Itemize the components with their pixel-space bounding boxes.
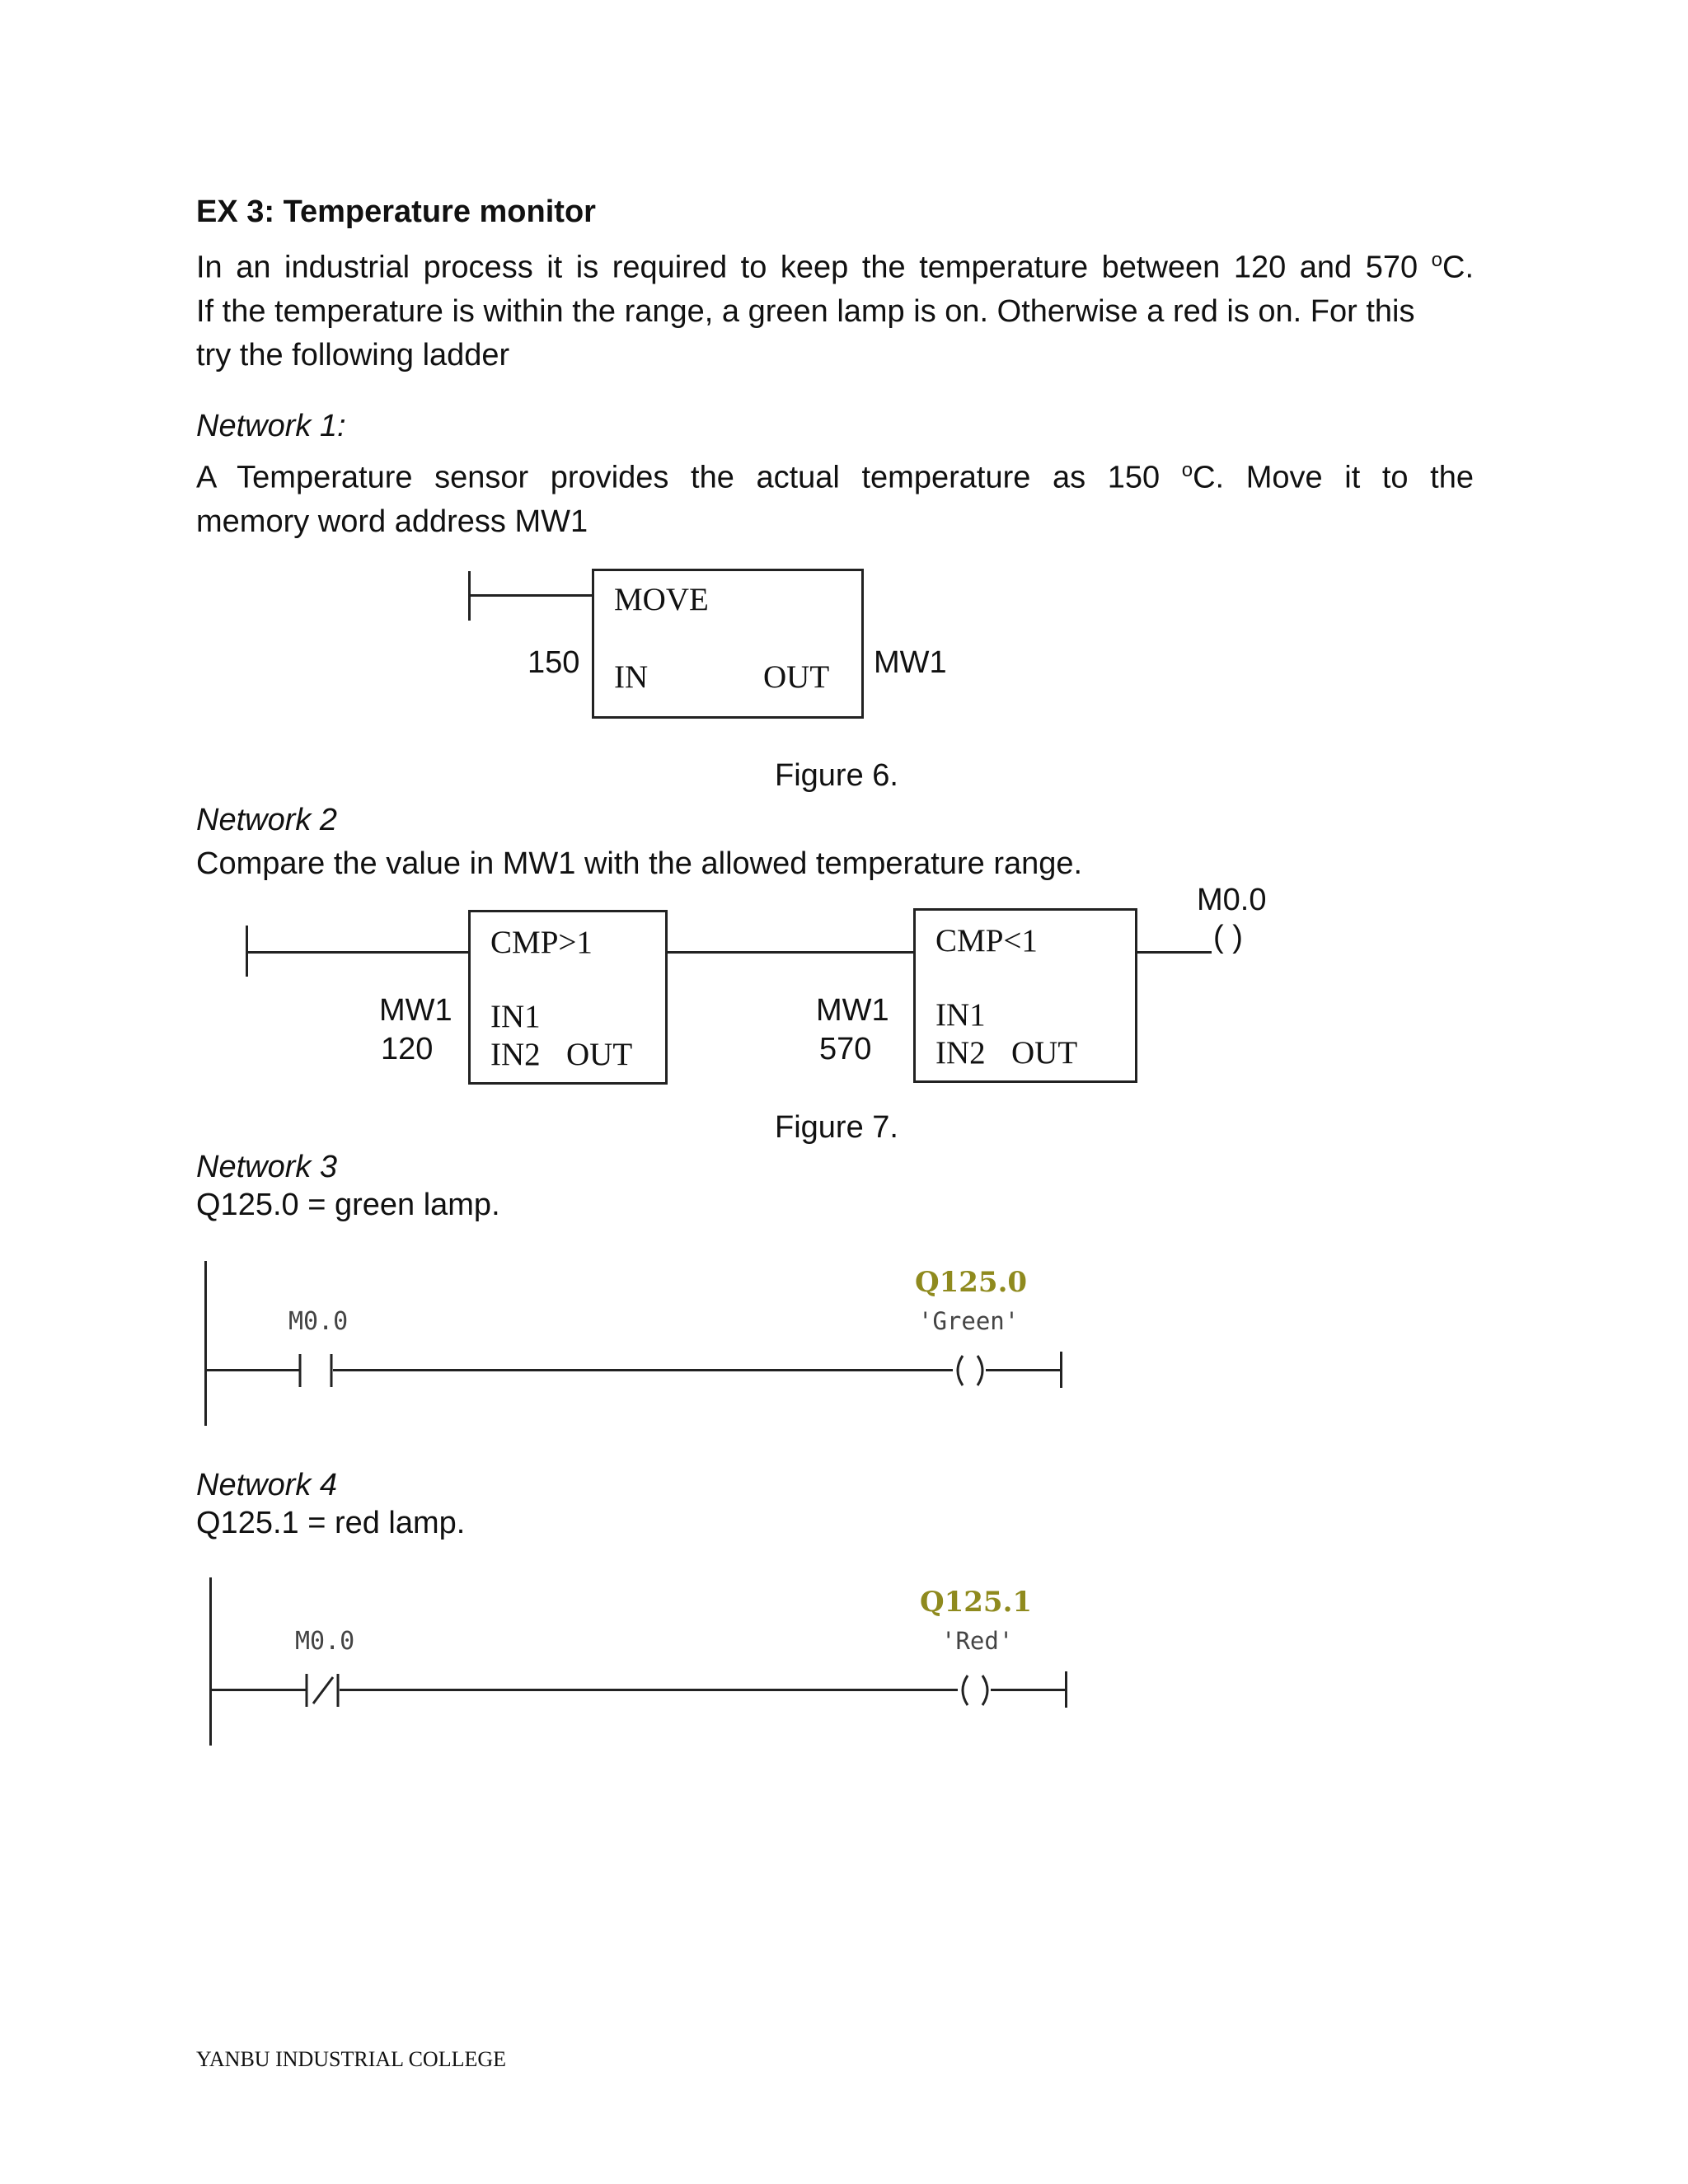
cmp-less-in1-value: MW1 (816, 993, 889, 1028)
cmp-less-name: CMP<1 (935, 923, 1038, 958)
degree-mark: o (1181, 459, 1193, 481)
no-contact-icon (298, 1354, 336, 1387)
network-1-title: Network 1: (196, 409, 346, 443)
rung-wire (209, 1689, 307, 1691)
rung-wire (666, 951, 915, 954)
figure-6-caption: Figure 6. (775, 758, 898, 793)
network-3-description: Q125.0 = green lamp. (196, 1188, 500, 1222)
intro-line-1-text: In an industrial process it is required to keep the temperature between 120 and 570 (196, 250, 1432, 285)
coil-address: M0.0 (1197, 883, 1267, 917)
intro-line-1-end: C. (1442, 250, 1474, 285)
cmp-greater-out-label: OUT (566, 1037, 633, 1072)
cmp-less-in2-label: IN2 (935, 1035, 986, 1071)
cmp-greater-in1-value: MW1 (379, 993, 452, 1028)
move-in-label: IN (614, 659, 649, 695)
power-rail (204, 1261, 207, 1426)
rung-wire (1136, 951, 1212, 954)
coil-icon (951, 1354, 989, 1387)
power-rail (209, 1577, 212, 1746)
coil-address: Q125.0 (915, 1266, 1028, 1299)
network-2-title: Network 2 (196, 803, 338, 837)
intro-paragraph (196, 238, 1474, 377)
rung-wire (468, 594, 593, 597)
rung-end (1065, 1671, 1067, 1708)
network-1-description (196, 448, 1474, 544)
rung-wire (246, 951, 470, 954)
rung-wire (340, 1689, 958, 1691)
network-4-description: Q125.1 = red lamp. (196, 1506, 466, 1540)
cmp-less-in1-label: IN1 (935, 997, 986, 1033)
coil-tag: 'Red' (941, 1627, 1014, 1655)
network-2-description: Compare the value in MW1 with the allowed temperature range. (196, 846, 1083, 881)
intro-line-3: try the following ladder (196, 337, 510, 373)
move-input-value: 150 (528, 645, 580, 680)
network-1-line-1-end: C. Move it to the (1193, 460, 1475, 495)
rung-wire (986, 1369, 1062, 1371)
network-3-title: Network 3 (196, 1150, 338, 1184)
rung-end (1060, 1352, 1062, 1388)
cmp-less-in2-value: 570 (819, 1032, 872, 1066)
cmp-greater-in2-value: 120 (381, 1032, 434, 1066)
network-4-title: Network 4 (196, 1468, 338, 1502)
rung-wire (333, 1369, 953, 1371)
intro-line-1 (196, 238, 1474, 290)
move-block (592, 569, 864, 719)
degree-mark: o (1431, 249, 1442, 271)
network-1-line-1 (196, 448, 1474, 500)
rung-wire (204, 1369, 300, 1371)
cmp-less-block (913, 908, 1137, 1083)
page-title: EX 3: Temperature monitor (196, 194, 596, 229)
coil-address: Q125.1 (920, 1586, 1033, 1619)
contact-address: M0.0 (288, 1307, 349, 1336)
cmp-greater-block (468, 910, 668, 1085)
intro-line-2: If the temperature is within the range, a green lamp is on. Otherwise a red is on. For this (196, 293, 1415, 329)
move-out-label: OUT (763, 659, 830, 695)
coil-tag: 'Green' (918, 1307, 1020, 1335)
cmp-greater-in2-label: IN2 (490, 1037, 541, 1072)
network-1-line-1-text: A Temperature sensor provides the actual temperature as 150 (196, 460, 1182, 495)
network-1-line-2: memory word address MW1 (196, 504, 588, 539)
page-footer: YANBU INDUSTRIAL COLLEGE (196, 2047, 507, 2071)
move-block-name: MOVE (614, 582, 709, 617)
move-output-address: MW1 (874, 645, 947, 680)
cmp-greater-name: CMP>1 (490, 925, 593, 960)
contact-address: M0.0 (295, 1627, 355, 1656)
rung-wire (991, 1689, 1067, 1691)
nc-contact-icon (305, 1674, 343, 1707)
cmp-greater-in1-label: IN1 (490, 999, 541, 1034)
cmp-less-out-label: OUT (1011, 1035, 1078, 1071)
coil-icon (956, 1674, 994, 1707)
coil-icon: ( ) (1213, 920, 1243, 954)
figure-7-caption: Figure 7. (775, 1110, 898, 1145)
